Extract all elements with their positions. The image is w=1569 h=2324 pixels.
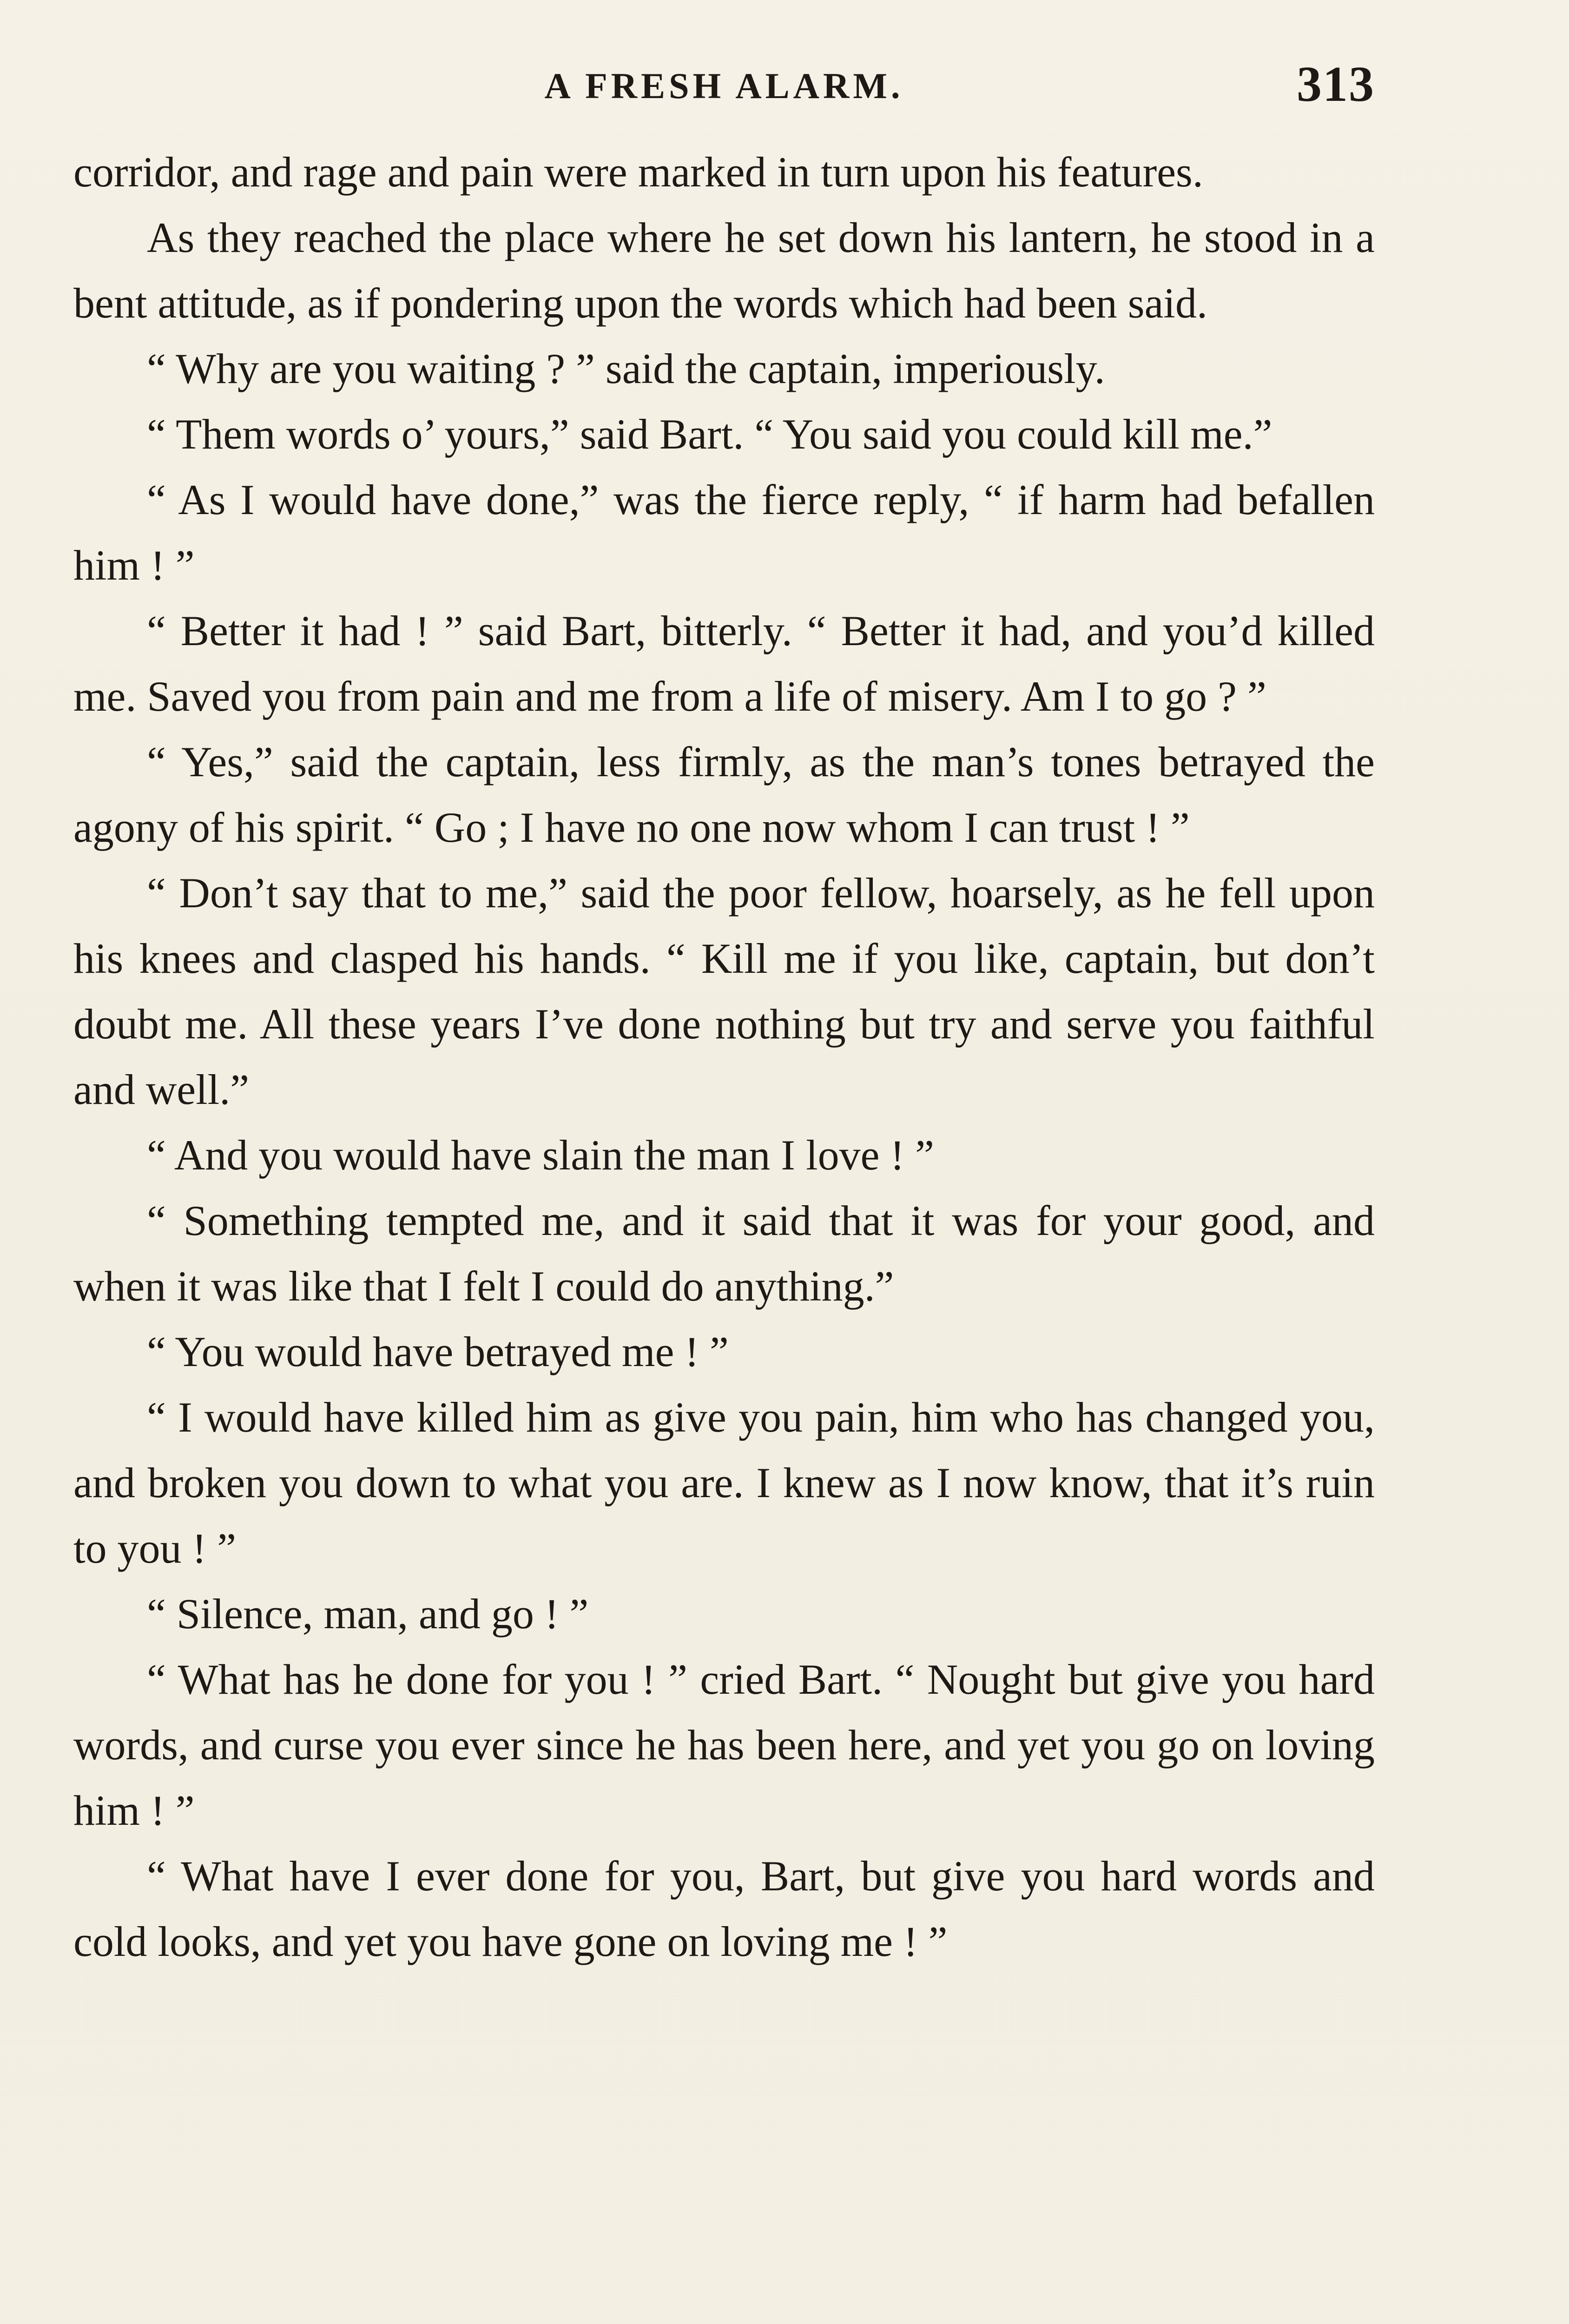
paragraph-14: “ What has he done for you ! ” cried Bart. “ Nought but give you hard words, and curse you ever since he has been here, and yet you go on loving him ! ” bbox=[73, 1656, 1375, 1834]
body-text bbox=[73, 139, 1375, 1974]
paragraph-13: “ Silence, man, and go ! ” bbox=[147, 1590, 589, 1637]
paragraph-8: “ Don’t say that to me,” said the poor fellow, hoarsely, as he fell upon his knees and clasped his hands. “ Kill me if you like, captain, but don’t doubt me. All these years I’ve done nothing but try and serve you faithful and well.” bbox=[73, 869, 1375, 1113]
paragraph-10: “ Something tempted me, and it said that it was for your good, and when it was like that I felt I could do anything.” bbox=[73, 1197, 1375, 1310]
paragraph-5: “ As I would have done,” was the fierce reply, “ if harm had befallen him ! ” bbox=[73, 476, 1375, 589]
paragraph-7: “ Yes,” said the captain, less firmly, as the man’s tones betrayed the agony of his spirit. “ Go ; I have no one now whom I can trust ! ” bbox=[73, 738, 1375, 851]
page-header bbox=[73, 56, 1375, 112]
paragraph-4: “ Them words o’ yours,” said Bart. “ You said you could kill me.” bbox=[147, 410, 1272, 458]
running-title: A FRESH ALARM. bbox=[544, 66, 904, 106]
paragraph-12: “ I would have killed him as give you pain, him who has changed you, and broken you down to what you are. I knew as I now know, that it’s ruin to you ! ” bbox=[73, 1393, 1375, 1572]
paragraph-1: corridor, and rage and pain were marked in turn upon his features. bbox=[73, 148, 1203, 196]
paragraph-9: “ And you would have slain the man I love ! ” bbox=[147, 1131, 934, 1179]
paragraph-2: As they reached the place where he set down his lantern, he stood in a bent attitude, as if pondering upon the words which had been said. bbox=[73, 214, 1375, 327]
paragraph-6: “ Better it had ! ” said Bart, bitterly. “ Better it had, and you’d killed me. Saved you from pain and me from a life of misery. Am I to go ? ” bbox=[73, 607, 1375, 720]
page-number: 313 bbox=[1297, 57, 1375, 112]
paragraph-11: “ You would have betrayed me ! ” bbox=[147, 1328, 729, 1375]
paragraph-3: “ Why are you waiting ? ” said the captain, imperiously. bbox=[147, 345, 1105, 392]
paragraph-15: “ What have I ever done for you, Bart, but give you hard words and cold looks, and yet you have gone on loving me ! ” bbox=[73, 1852, 1375, 1965]
